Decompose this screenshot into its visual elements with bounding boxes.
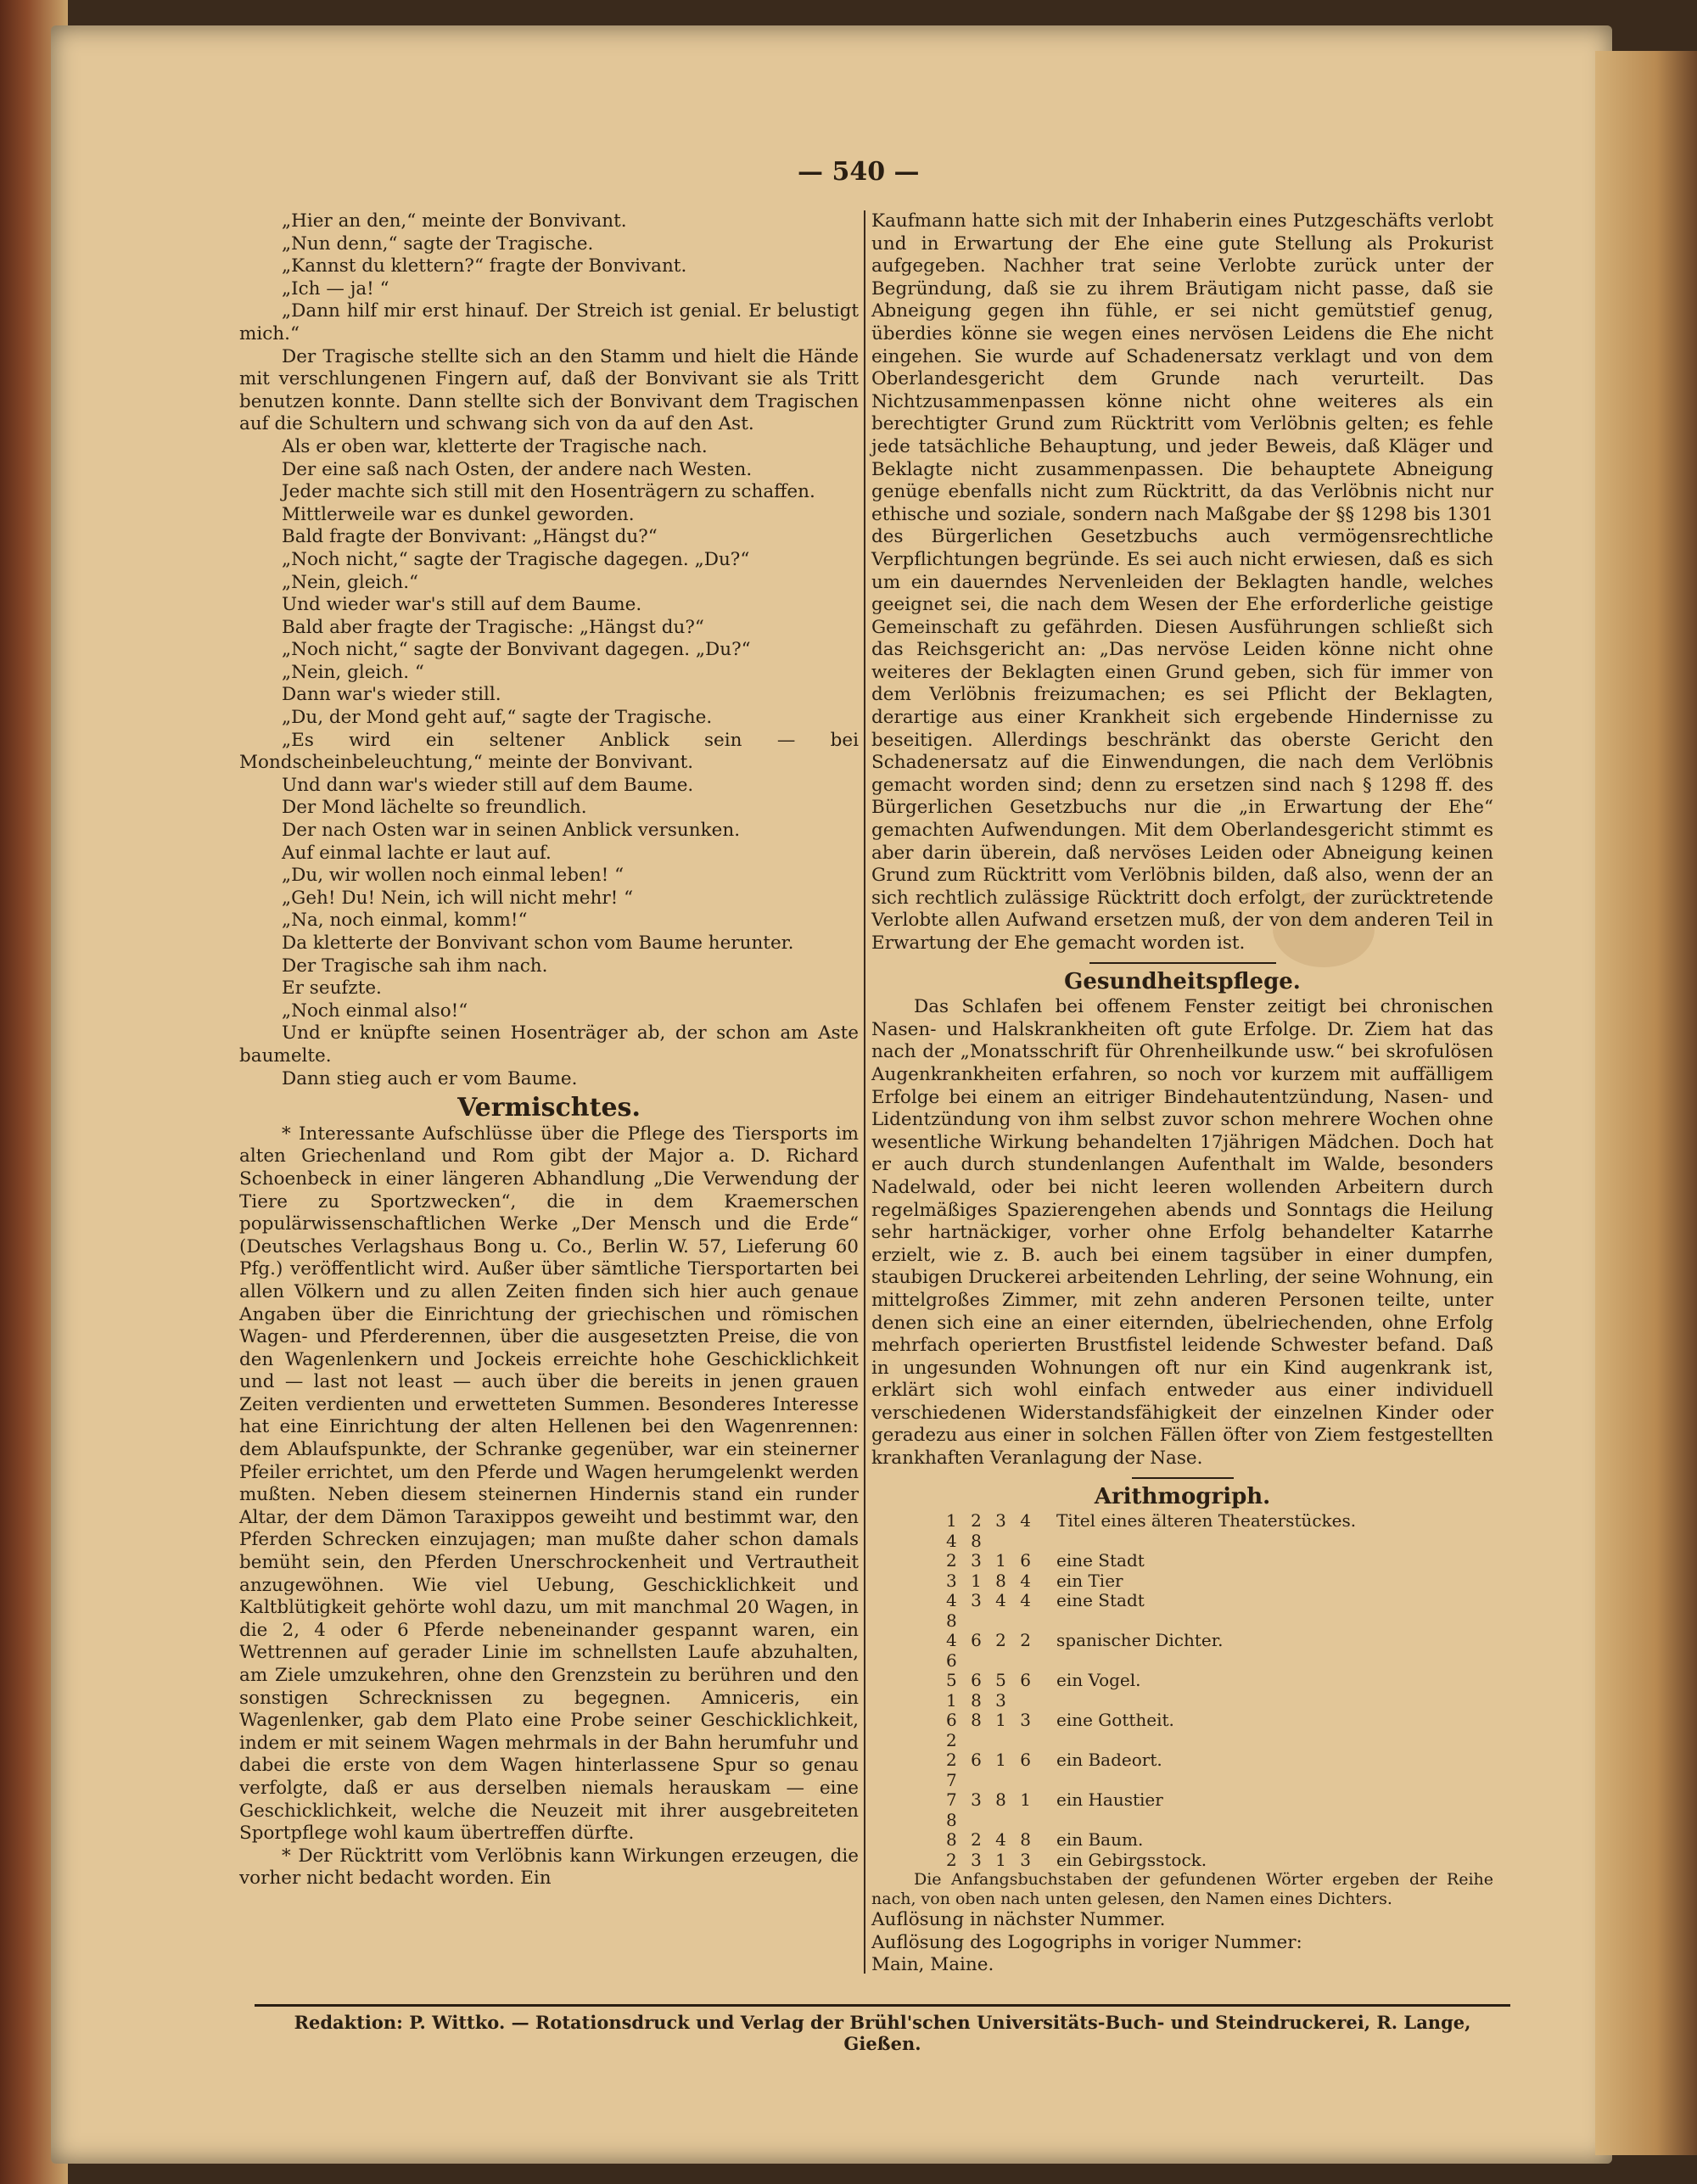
previous-solution-answer: Main, Maine.	[871, 1954, 994, 1976]
story-line: Bald aber fragte der Tragische: „Hängst du?“	[282, 616, 704, 638]
left-column	[239, 210, 859, 1890]
story-line: Jeder machte sich still mit den Hosenträgern zu schaffen.	[282, 481, 815, 503]
story-line: Der nach Osten war in seinen Anblick versunken.	[282, 820, 741, 842]
story-line: „Kannst du klettern?“ fragte der Bonvivant.	[282, 255, 687, 277]
story-line: „Nein, gleich. “	[282, 661, 424, 683]
story-line: „Noch nicht,“ sagte der Bonvivant dagegen. „Du?“	[282, 639, 751, 661]
column-divider	[864, 210, 865, 1974]
story-line: Der Tragische sah ihm nach.	[282, 955, 548, 977]
arith-label: ein Gebirgsstock.	[1056, 1849, 1207, 1870]
story-line: „Na, noch einmal, komm!“	[282, 910, 528, 932]
section-rule	[1132, 1477, 1234, 1479]
arith-number: 6 8 1 3 2	[946, 1710, 1035, 1750]
arith-label: spanischer Dichter.	[1056, 1630, 1224, 1651]
arith-label: Titel eines älteren Theaterstückes.	[1056, 1510, 1357, 1532]
story-line: Als er oben war, kletterte der Tragische nach.	[282, 435, 708, 457]
verloebnis-article-start: * Der Rücktritt vom Verlöbnis kann Wirkungen erzeugen, die vorher nicht bedacht worden. Ein	[239, 1845, 859, 1890]
arithmogriph-row	[871, 1571, 1493, 1592]
story-line: „Dann hilf mir erst hinauf. Der Streich ist genial. Er belustigt mich.“	[239, 300, 859, 344]
arith-label: eine Gottheit.	[1056, 1710, 1174, 1731]
story-line: Er seufzte.	[282, 977, 382, 1000]
imprint-footer: Redaktion: P. Wittko. — Rotationsdruck und Verlag der Brühl'schen Universitäts-Buch- und Steindruckerei, R. Lange, Gießen.	[255, 2004, 1510, 2054]
arith-number: 2 3 1 6	[946, 1550, 1035, 1571]
previous-solution-label: Auflösung des Logogriphs in voriger Nummer:	[871, 1931, 1302, 1953]
arithmogriph-note: Die Anfangsbuchstaben der gefundenen Wörter ergeben der Reihe nach, von oben nach unten gelesen, den Namen eines Dichters.	[871, 1870, 1493, 1909]
story-line: „Ich — ja! “	[282, 277, 389, 300]
arithmogriph-row	[871, 1671, 1493, 1711]
story-line: Der eine saß nach Osten, der andere nach Westen.	[282, 458, 753, 480]
story-line: Und er knüpfte seinen Hosenträger ab, der schon am Aste baumelte.	[239, 1022, 859, 1067]
arithmogriph-row	[871, 1750, 1493, 1790]
arithmogriph-row	[871, 1511, 1493, 1551]
arith-number: 5 6 5 6 1 8 3	[946, 1670, 1035, 1711]
arith-label: eine Stadt	[1056, 1590, 1145, 1611]
story-line: Und dann war's wieder still auf dem Baume.	[282, 774, 694, 796]
arithmogriph-table	[871, 1511, 1493, 1870]
story-line: Dann stieg auch er vom Baume.	[282, 1067, 578, 1089]
story-line: „Nein, gleich.“	[282, 571, 419, 593]
arithmogriph-row	[871, 1591, 1493, 1631]
story-line: Dann war's wieder still.	[282, 684, 501, 706]
arith-label: ein Vogel.	[1056, 1670, 1141, 1691]
arith-number: 4 3 4 4 8	[946, 1590, 1035, 1631]
gesundheit-article: Das Schlafen bei offenem Fenster zeitigt bei chronischen Nasen- und Halskrankheiten oft gute Erfolge. Dr. Ziem hat das nach der „Monatsschrift für Ohrenheilkunde usw.“ bei skrofulösen Augenkrankheiten erfahren, so noch vor kurzem mit auffälligem Erfolge bei einem an eitriger Bindehautentzündung, Nasen- und Lidentzündung von ihm selbst zuvor schon mehrere Wochen ohne wesentliche Wirkung behandelten 17jährigen Mädchen. Doch hat er auch durch stundenlangen Aufenthalt im Walde, besonders Nadelwald, oder bei nicht leeren wollenden Arbeitern durch regelmäßiges Spazierengehen abends und Sonntags die Heilung sehr hartnäckiger, vorher ohne Erfolg behandelter Katarrhe erzielt, wie z. B. auch bei einem tagsüber in einer dumpfen, staubigen Druckerei arbeitenden Lehrling, der seine Wohnung, ein mittelgroßes Zimmer, mit zehn anderen Personen teilte, unter denen sich eine an einer eiternden, übelriechenden, ohne Erfolg mehrfach operierten Brustfistel leidende Schwester befand. Daß in ungesunden Wohnungen oft nur ein Kind augenkrank ist, erklärt sich wohl einfach entweder aus einer individuell verschiedenen Widerstandsfähigkeit der einzelnen Kinder oder geradezu aus einer in solchen Fällen öfter von Ziem festgestellten krankhaften Veranlagung der Nase.	[871, 996, 1493, 1470]
story-line: Und wieder war's still auf dem Baume.	[282, 594, 642, 616]
page-edge	[1595, 51, 1697, 2155]
arithmogriph-row	[871, 1830, 1493, 1851]
arith-label: ein Haustier	[1056, 1789, 1163, 1811]
arithmogriph-row	[871, 1851, 1493, 1871]
arithmogriph-row	[871, 1551, 1493, 1571]
gesundheit-heading: Gesundheitspflege.	[1064, 968, 1301, 994]
story-line: „Es wird ein seltener Anblick sein — bei Mondscheinbeleuchtung,“ meinte der Bonvivant.	[239, 729, 859, 774]
story-continuation	[239, 210, 859, 1090]
arithmogriph-row	[871, 1711, 1493, 1750]
arith-number: 1 2 3 4 4 8	[946, 1510, 1035, 1551]
story-line: „Noch einmal also!“	[282, 1000, 468, 1022]
right-column	[871, 210, 1493, 1977]
verloebnis-article-continued: Kaufmann hatte sich mit der Inhaberin eines Putzgeschäfts verlobt und in Erwartung der Ehe eine gute Stellung als Prokurist aufgegeben. Nachher trat seine Verlobte zurück unter der Begründung, daß sie zu ihrem Bräutigam nicht passe, daß sie Abneigung gegen ihn fühle, er sei nicht gemütstief genug, überdies könne sie wegen eines nervösen Leidens die Ehe nicht eingehen. Sie wurde auf Schadenersatz verklagt und von dem Oberlandesgericht dem Grunde nach verurteilt. Das Nichtzusammenpassen könne nicht ohne weiteres als ein berechtigter Grund zum Rücktritt vom Verlöbnis gelten; es fehle jede tatsächliche Behauptung, und jeder Beweis, daß Kläger und Beklagte nicht zusammenpassen. Die behauptete Abneigung genüge ebenfalls nicht zum Rücktritt, da das Verlöbnis nicht nur ethische und soziale, sondern nach Maßgabe der §§ 1298 bis 1301 des Bürgerlichen Gesetzbuchs auch vermögensrechtliche Verpflichtungen begründe. Es sei auch nicht erwiesen, daß es sich um ein dauerndes Nervenleiden der Beklagten handle, welches geeignet sei, die nach dem Wesen der Ehe erforderliche geistige Gemeinschaft zu gefährden. Diesen Ausführungen schließt sich das Reichsgericht an: „Das nervöse Leiden könne nicht ohne weiteres der Beklagten einen Grund geben, sich für immer von dem Verlöbnis freizumachen; es sei Pflicht der Beklagten, derartige aus einer Krankheit sich ergebende Hindernisse zu beseitigen. Allerdings beschränkt das oberste Gericht den Schadenersatz auf die Einwendungen, die nach dem Verlöbnis gemacht worden sind; denn zu ersetzen sind nach § 1298 ff. des Bürgerlichen Gesetzbuchs nur die „in Erwartung der Ehe“ gemachten Aufwendungen. Mit dem Oberlandesgericht stimmt es aber darin überein, daß nervöses Leiden oder Abneigung keinen Grund zum Rücktritt vom Verlöbnis bilden, daß also, wenn der an sich rechtlich zulässige Rücktritt doch erfolgt, der zurücktretende Verlobte allen Aufwand ersetzen muß, der von dem anderen Teil in Erwartung der Ehe gemacht worden ist.	[871, 210, 1493, 954]
arith-number: 4 6 2 2 6	[946, 1630, 1035, 1671]
story-line: „Du, wir wollen noch einmal leben! “	[282, 865, 624, 887]
page-number: — 540 —	[798, 157, 920, 187]
arith-number: 2 6 1 6 7	[946, 1750, 1035, 1790]
arithmogriph-row	[871, 1790, 1493, 1830]
story-line: „Nun denn,“ sagte der Tragische.	[282, 232, 594, 255]
sport-article: * Interessante Aufschlüsse über die Pflege des Tiersports im alten Griechenland und Rom gibt der Major a. D. Richard Schoenbeck in einer längeren Abhandlung „Die Verwendung der Tiere zu Sportzwecken“, die in dem Kraemerschen populärwissenschaftlichen Werke „Der Mensch und die Erde“ (Deutsches Verlagshaus Bong u. Co., Berlin W. 57, Lieferung 60 Pfg.) veröffentlicht wird. Außer über sämtliche Tiersportarten bei allen Völkern und zu allen Zeiten finden sich hier auch genaue Angaben über die Einrichtung der griechischen und römischen Wagen- und Pferderennen, über die ausgesetzten Preise, die von den Wagenlenkern und Jockeis erreichte hohe Geschicklichkeit und — last not least — auch über die bereits in jenen grauen Zeiten verdienten und erwetteten Summen. Besonderes Interesse hat eine Einrichtung der alten Hellenen bei den Wagenrennen: dem Ablaufspunkte, der Schranke gegenüber, war ein steinerner Pfeiler errichtet, um den Pferde und Wagen herumgelenkt werden mußten. Neben diesem steinernen Hindernis stand ein runder Altar, der dem Dämon Taraxippos geweiht und bestimmt war, den Pferden Schrecken einzujagen; man mußte daher schon damals bemüht sein, den Pferden Unerschrockenheit und Vertrautheit anzugewöhnen. Wie viel Uebung, Geschicklichkeit und Kaltblütigkeit gehörte wohl dazu, um mit manchmal 20 Wagen, in die 2, 4 oder 6 Pferde nebeneinander gespannt waren, ein Wettrennen auf gerader Linie im schnellsten Laufe abzuhalten, am Ziele umzukehren, ohne den Grenzstein zu berühren und den sonstigen Schrecknissen zu begegnen. Amniceris, ein Wagenlenker, gab dem Plato eine Probe seiner Geschicklichkeit, indem er mit seinem Wagen mehrmals in der Bahn herumfuhr und dabei die erste von dem Wagen hinterlassene Spur so genau verfolgte, daß er aus derselben niemals herauskam — eine Geschicklichkeit, welche die Neuzeit mit ihrer ausgebreiteten Sportpflege wohl kaum übertreffen dürfte.	[239, 1123, 859, 1845]
story-line: Der Mond lächelte so freundlich.	[282, 797, 587, 819]
arithmogriph-heading: Arithmogriph.	[1094, 1483, 1271, 1509]
story-line: Da kletterte der Bonvivant schon vom Baume herunter.	[282, 932, 794, 954]
arith-number: 8 2 4 8	[946, 1829, 1035, 1851]
solution-hint: Auflösung in nächster Nummer.	[871, 1909, 1166, 1931]
story-line: „Hier an den,“ meinte der Bonvivant.	[282, 210, 627, 232]
arith-label: eine Stadt	[1056, 1550, 1145, 1571]
arith-number: 7 3 8 1 8	[946, 1789, 1035, 1830]
story-line: Bald fragte der Bonvivant: „Hängst du?“	[282, 526, 658, 548]
arith-number: 2 3 1 3	[946, 1849, 1035, 1870]
arith-label: ein Badeort.	[1056, 1750, 1162, 1771]
story-line: Der Tragische stellte sich an den Stamm und hielt die Hände mit verschlungenen Fingern auf, daß der Bonvivant sie als Tritt benutzen konnte. Dann stellte sich der Bonvivant dem Tragischen auf die Schultern und schwang sich von da auf den Ast.	[239, 345, 859, 435]
arithmogriph-row	[871, 1631, 1493, 1671]
arith-number: 3 1 8 4	[946, 1570, 1035, 1591]
story-line: „Geh! Du! Nein, ich will nicht mehr! “	[282, 887, 634, 909]
story-line: Mittlerweile war es dunkel geworden.	[282, 503, 635, 525]
story-line: „Du, der Mond geht auf,“ sagte der Tragische.	[282, 707, 713, 729]
section-rule	[1089, 962, 1276, 964]
arith-label: ein Baum.	[1056, 1829, 1144, 1851]
story-line: „Noch nicht,“ sagte der Tragische dagegen. „Du?“	[282, 548, 750, 570]
vermischtes-heading: Vermischtes.	[457, 1093, 641, 1123]
arith-label: ein Tier	[1056, 1570, 1123, 1591]
story-line: Auf einmal lachte er laut auf.	[282, 842, 552, 864]
